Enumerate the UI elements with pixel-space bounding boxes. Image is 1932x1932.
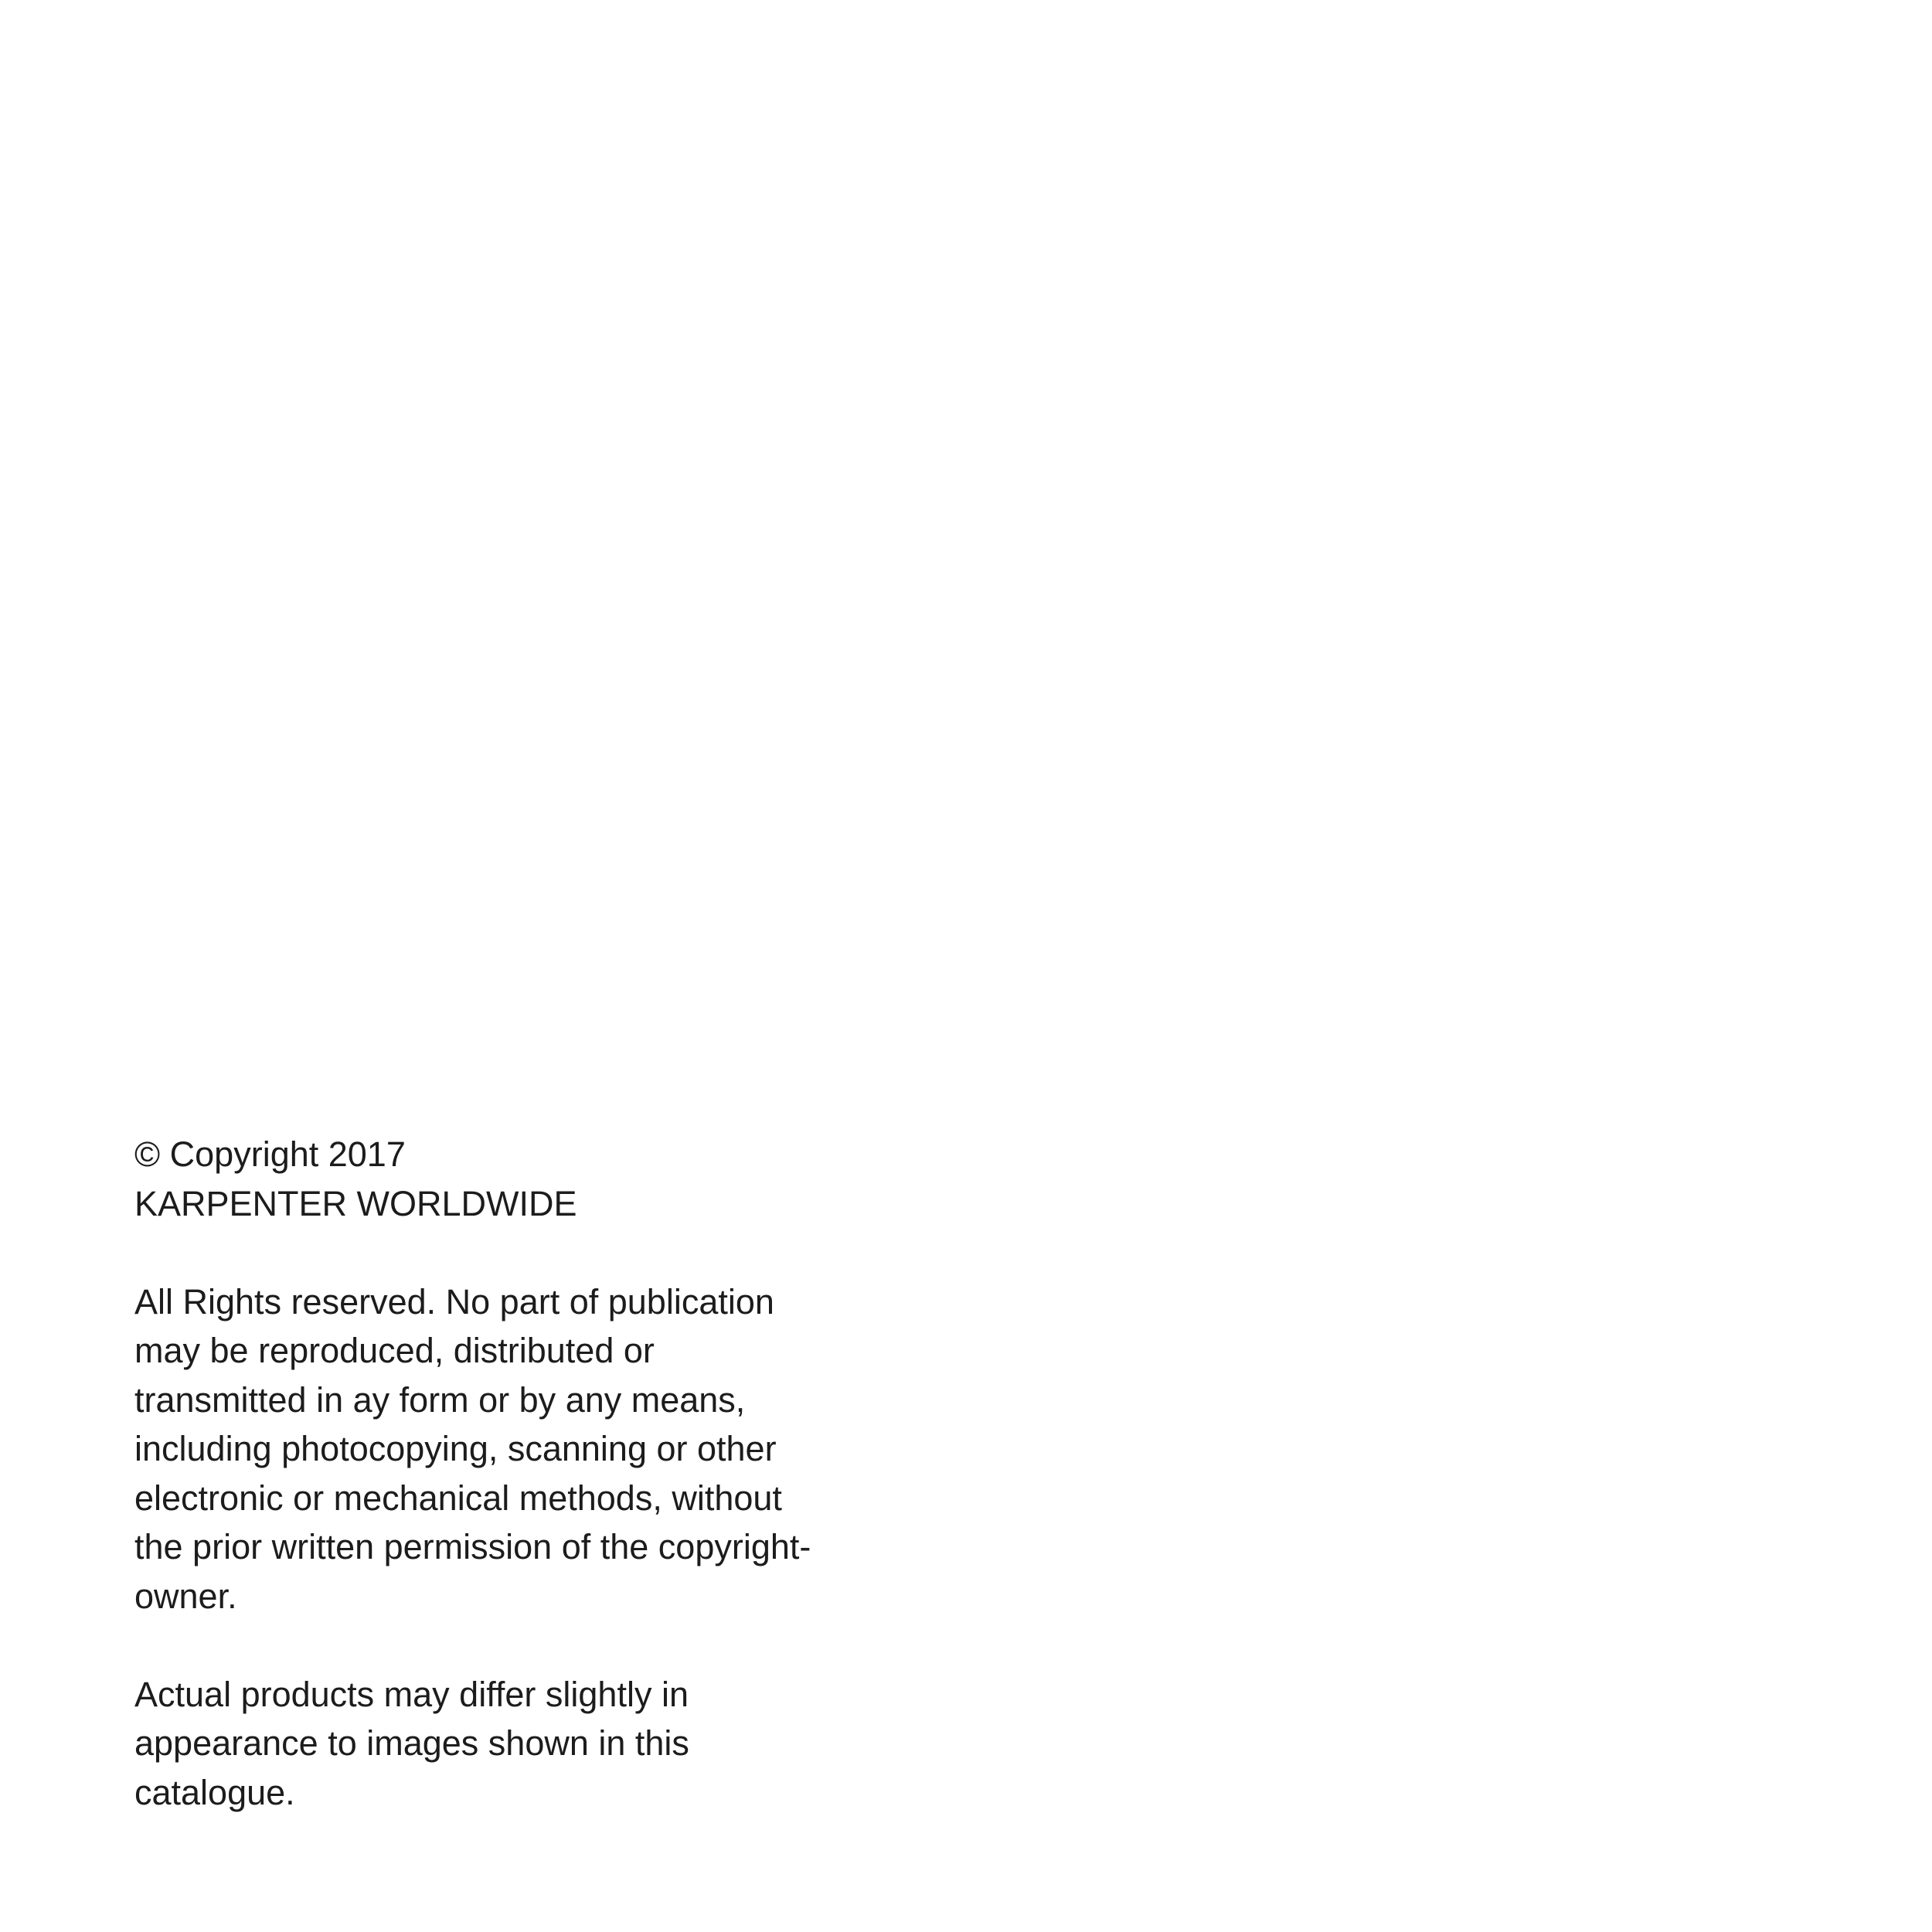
disclaimer-line: appearance to images shown in this — [134, 1723, 689, 1763]
paragraph-spacer — [134, 1228, 907, 1277]
copyright-notice: © Copyright 2017 — [134, 1134, 406, 1174]
disclaimer-paragraph — [134, 1670, 907, 1818]
rights-line: electronic or mechanical methods, without — [134, 1478, 782, 1518]
disclaimer-line: Actual products may differ slightly in — [134, 1674, 689, 1714]
disclaimer-line: catalogue. — [134, 1772, 295, 1812]
rights-line: transmitted in ay form or by any means, — [134, 1379, 746, 1420]
rights-line: the prior written permission of the copyright- — [134, 1527, 811, 1566]
rights-paragraph — [134, 1277, 907, 1621]
imprint-text-block — [134, 1130, 907, 1817]
company-name: KARPENTER WORLDWIDE — [134, 1183, 577, 1223]
rights-line: including photocopying, scanning or other — [134, 1429, 777, 1468]
paragraph-spacer — [134, 1621, 907, 1670]
rights-line: All Rights reserved. No part of publication — [134, 1281, 774, 1321]
rights-line: may be reproduced, distributed or — [134, 1331, 655, 1370]
rights-line: owner. — [134, 1576, 237, 1616]
